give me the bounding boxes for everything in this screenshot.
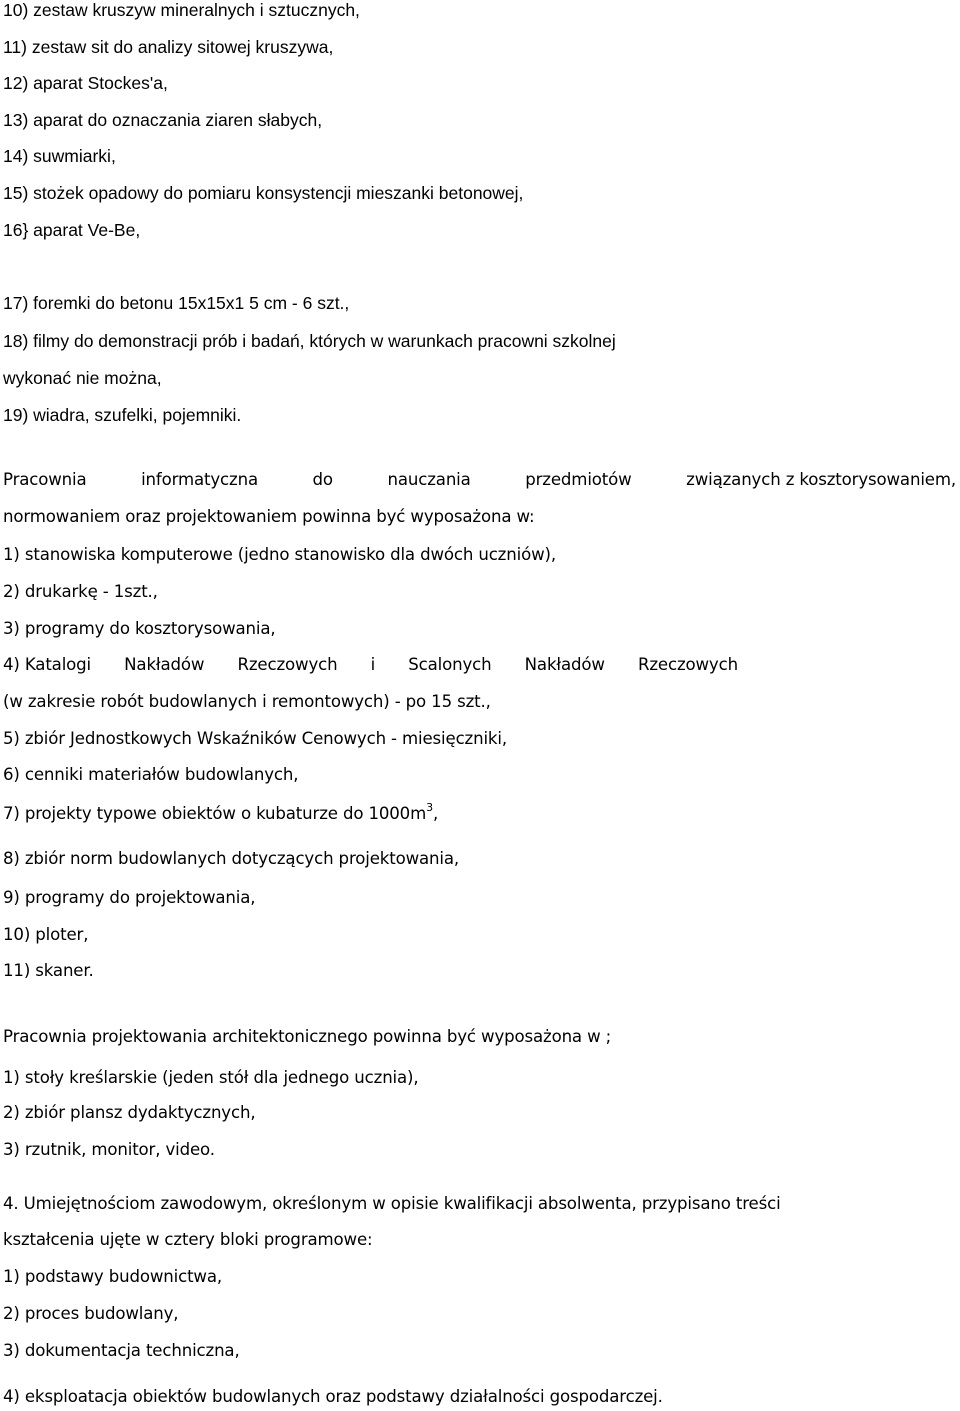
list-item: 4) eksploatacja obiektów budowlanych oraz podstawy działalności gospodarczej. [3,1387,663,1406]
list-item: 1) stanowiska komputerowe (jedno stanowisko dla dwóch uczniów), [3,545,556,564]
list-item: 1) podstawy budownictwa, [3,1267,222,1286]
intro-word: do [312,470,333,489]
intro-word: informatyczna [141,470,258,489]
item-word: Rzeczowych [637,655,738,674]
item-word: Scalonych [408,655,492,674]
section-4-line1: 4. Umiejętnościom zawodowym, określonym w opisie kwalifikacji absolwenta, przypisano treści [3,1194,781,1213]
list-item: 5) zbiór Jednostkowych Wskaźników Cenowych - miesięczniki, [3,729,507,748]
list-item-continuation: (w zakresie robót budowlanych i remontowych) - po 15 szt., [3,692,491,711]
item-word: Nakładów [524,655,605,674]
item-text-end: , [432,804,439,823]
superscript: 3 [426,801,433,814]
arch-lab-intro: Pracownia projektowania architektonicznego powinna być wyposażona w ; [3,1027,612,1046]
intro-word: związanych z kosztorysowaniem, [686,470,956,489]
list-item: 11) zestaw sit do analizy sitowej kruszywa, [3,37,334,57]
list-item: 17) foremki do betonu 15x15x1 5 cm - 6 szt., [3,293,350,313]
item-word: Nakładów [124,655,205,674]
list-item: 3) rzutnik, monitor, video. [3,1140,215,1159]
list-item: 12) aparat Stockes'a, [3,73,168,93]
section-4-line2: kształcenia ujęte w cztery bloki programowe: [3,1230,373,1249]
list-item: 2) drukarkę - 1szt., [3,582,158,601]
item-word: 4) Katalogi [3,655,91,674]
list-item: 8) zbiór norm budowlanych dotyczących projektowania, [3,849,459,868]
list-item: 16} aparat Ve-Be, [3,220,141,240]
list-item: 14) suwmiarki, [3,146,116,166]
list-item: 18) filmy do demonstracji prób i badań, których w warunkach pracowni szkolnej [3,331,616,351]
list-item: 3) dokumentacja techniczna, [3,1341,240,1360]
list-item: 6) cenniki materiałów budowlanych, [3,765,299,784]
item-word: i [370,655,376,674]
intro-word: nauczania [387,470,471,489]
list-item-continuation: wykonać nie można, [3,368,162,388]
list-item: 11) skaner. [3,961,94,980]
item-text: 7) projekty typowe obiektów o kubaturze do 1000m [3,804,427,823]
it-lab-intro-line2: normowaniem oraz projektowaniem powinna być wyposażona w: [3,507,535,526]
list-item: 2) zbiór plansz dydaktycznych, [3,1103,256,1122]
list-item [3,803,438,827]
item-word: Rzeczowych [237,655,338,674]
list-item: 1) stoły kreślarskie (jeden stół dla jednego ucznia), [3,1068,419,1087]
list-item: 9) programy do projektowania, [3,888,256,907]
list-item: 15) stożek opadowy do pomiaru konsystencji mieszanki betonowej, [3,183,524,203]
list-item: 19) wiadra, szufelki, pojemniki. [3,405,242,425]
list-item: 10) zestaw kruszyw mineralnych i sztucznych, [3,0,360,20]
list-item: 10) ploter, [3,925,89,944]
list-item: 2) proces budowlany, [3,1304,179,1323]
it-lab-intro-line1 [3,469,956,491]
list-item [3,654,738,676]
list-item: 13) aparat do oznaczania ziaren słabych, [3,110,323,130]
intro-word: Pracownia [3,470,87,489]
list-item: 3) programy do kosztorysowania, [3,619,276,638]
intro-word: przedmiotów [525,470,632,489]
